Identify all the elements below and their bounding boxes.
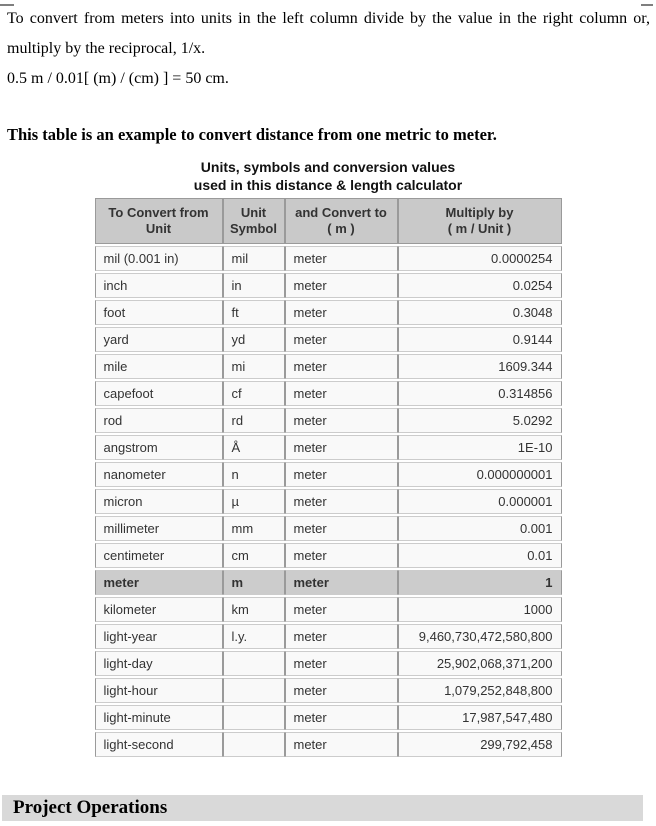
- cell-convert-to: meter: [285, 705, 398, 730]
- cell-multiply-by: 0.0254: [398, 273, 562, 298]
- cell-multiply-by: 0.3048: [398, 300, 562, 325]
- table-row: [95, 435, 562, 460]
- table-row: [95, 705, 562, 730]
- cell-unit: light-day: [95, 651, 223, 676]
- cell-convert-to: meter: [285, 408, 398, 433]
- cell-unit: centimeter: [95, 543, 223, 568]
- cell-convert-to: meter: [285, 543, 398, 568]
- cell-unit: kilometer: [95, 597, 223, 622]
- cell-convert-to: meter: [285, 435, 398, 460]
- cell-multiply-by: 1609.344: [398, 354, 562, 379]
- table-body: [95, 246, 562, 757]
- cell-multiply-by: 0.001: [398, 516, 562, 541]
- table-row: [95, 381, 562, 406]
- cell-multiply-by: 5.0292: [398, 408, 562, 433]
- cell-convert-to: meter: [285, 246, 398, 271]
- cell-unit: micron: [95, 489, 223, 514]
- cell-symbol: µ: [223, 489, 285, 514]
- table-row: [95, 570, 562, 595]
- cell-multiply-by: 9,460,730,472,580,800: [398, 624, 562, 649]
- table-row: [95, 408, 562, 433]
- cell-unit: light-minute: [95, 705, 223, 730]
- table-row: [95, 543, 562, 568]
- cell-unit: light-second: [95, 732, 223, 757]
- cell-convert-to: meter: [285, 651, 398, 676]
- table-row: [95, 732, 562, 757]
- table-row: [95, 489, 562, 514]
- cell-symbol: [223, 732, 285, 757]
- table-caption: [95, 158, 562, 194]
- cell-multiply-by: 1E-10: [398, 435, 562, 460]
- cell-symbol: rd: [223, 408, 285, 433]
- cell-convert-to: meter: [285, 300, 398, 325]
- table-row: [95, 327, 562, 352]
- table-row: [95, 597, 562, 622]
- cell-symbol: mil: [223, 246, 285, 271]
- table-row: [95, 300, 562, 325]
- table-row: [95, 273, 562, 298]
- cell-multiply-by: 0.000000001: [398, 462, 562, 487]
- cell-unit: light-hour: [95, 678, 223, 703]
- cell-multiply-by: 0.000001: [398, 489, 562, 514]
- cell-symbol: mm: [223, 516, 285, 541]
- cell-multiply-by: 17,987,547,480: [398, 705, 562, 730]
- intro-paragraph: To convert from meters into units in the left column divide by the value in the right column or, multiply by the reciprocal, 1/x.: [7, 10, 650, 57]
- cell-unit: mile: [95, 354, 223, 379]
- cell-convert-to: meter: [285, 327, 398, 352]
- cell-convert-to: meter: [285, 624, 398, 649]
- cell-symbol: yd: [223, 327, 285, 352]
- cell-convert-to: meter: [285, 354, 398, 379]
- cell-symbol: [223, 678, 285, 703]
- cell-convert-to: meter: [285, 462, 398, 487]
- cell-unit: mil (0.001 in): [95, 246, 223, 271]
- cell-unit: nanometer: [95, 462, 223, 487]
- conversion-table-section: [95, 158, 562, 759]
- table-caption-line2: used in this distance & length calculator: [193, 177, 463, 193]
- cell-symbol: ft: [223, 300, 285, 325]
- header-convert-to: and Convert to ( m ): [285, 198, 398, 244]
- cell-convert-to: meter: [285, 381, 398, 406]
- table-row: [95, 678, 562, 703]
- header-symbol: Unit Symbol: [223, 198, 285, 244]
- cell-multiply-by: 299,792,458: [398, 732, 562, 757]
- formula-line: 0.5 m / 0.01[ (m) / (cm) ] = 50 cm.: [7, 70, 229, 87]
- table-row: [95, 462, 562, 487]
- cell-multiply-by: 25,902,068,371,200: [398, 651, 562, 676]
- cell-multiply-by: 0.9144: [398, 327, 562, 352]
- cell-convert-to: meter: [285, 732, 398, 757]
- cell-unit: angstrom: [95, 435, 223, 460]
- cell-multiply-by: 1: [398, 570, 562, 595]
- page-top-rule-right: [641, 4, 653, 6]
- cell-symbol: in: [223, 273, 285, 298]
- cell-multiply-by: 1,079,252,848,800: [398, 678, 562, 703]
- table-row: [95, 651, 562, 676]
- cell-symbol: Å: [223, 435, 285, 460]
- table-header: [95, 198, 562, 244]
- cell-unit: capefoot: [95, 381, 223, 406]
- conversion-table: [95, 196, 562, 759]
- cell-symbol: cf: [223, 381, 285, 406]
- cell-symbol: mi: [223, 354, 285, 379]
- cell-symbol: km: [223, 597, 285, 622]
- cell-convert-to: meter: [285, 570, 398, 595]
- cell-multiply-by: 0.0000254: [398, 246, 562, 271]
- header-unit: To Convert from Unit: [95, 198, 223, 244]
- cell-multiply-by: 0.01: [398, 543, 562, 568]
- cell-unit: light-year: [95, 624, 223, 649]
- table-row: [95, 354, 562, 379]
- cell-symbol: [223, 651, 285, 676]
- cell-multiply-by: 1000: [398, 597, 562, 622]
- cell-unit: inch: [95, 273, 223, 298]
- cell-convert-to: meter: [285, 678, 398, 703]
- table-row: [95, 624, 562, 649]
- cell-convert-to: meter: [285, 597, 398, 622]
- page-top-rule-left: [0, 4, 14, 6]
- table-row: [95, 516, 562, 541]
- header-multiply-by: Multiply by ( m / Unit ): [398, 198, 562, 244]
- cell-symbol: cm: [223, 543, 285, 568]
- cell-unit: rod: [95, 408, 223, 433]
- cell-symbol: l.y.: [223, 624, 285, 649]
- cell-unit: meter: [95, 570, 223, 595]
- cell-unit: yard: [95, 327, 223, 352]
- cell-symbol: [223, 705, 285, 730]
- cell-multiply-by: 0.314856: [398, 381, 562, 406]
- project-operations-heading: Project Operations: [2, 795, 643, 821]
- cell-symbol: m: [223, 570, 285, 595]
- table-caption-line1: Units, symbols and conversion values: [200, 159, 456, 175]
- cell-convert-to: meter: [285, 516, 398, 541]
- cell-unit: millimeter: [95, 516, 223, 541]
- cell-convert-to: meter: [285, 489, 398, 514]
- cell-unit: foot: [95, 300, 223, 325]
- cell-symbol: n: [223, 462, 285, 487]
- table-intro-heading: This table is an example to convert distance from one metric to meter.: [7, 125, 497, 144]
- cell-convert-to: meter: [285, 273, 398, 298]
- table-row: [95, 246, 562, 271]
